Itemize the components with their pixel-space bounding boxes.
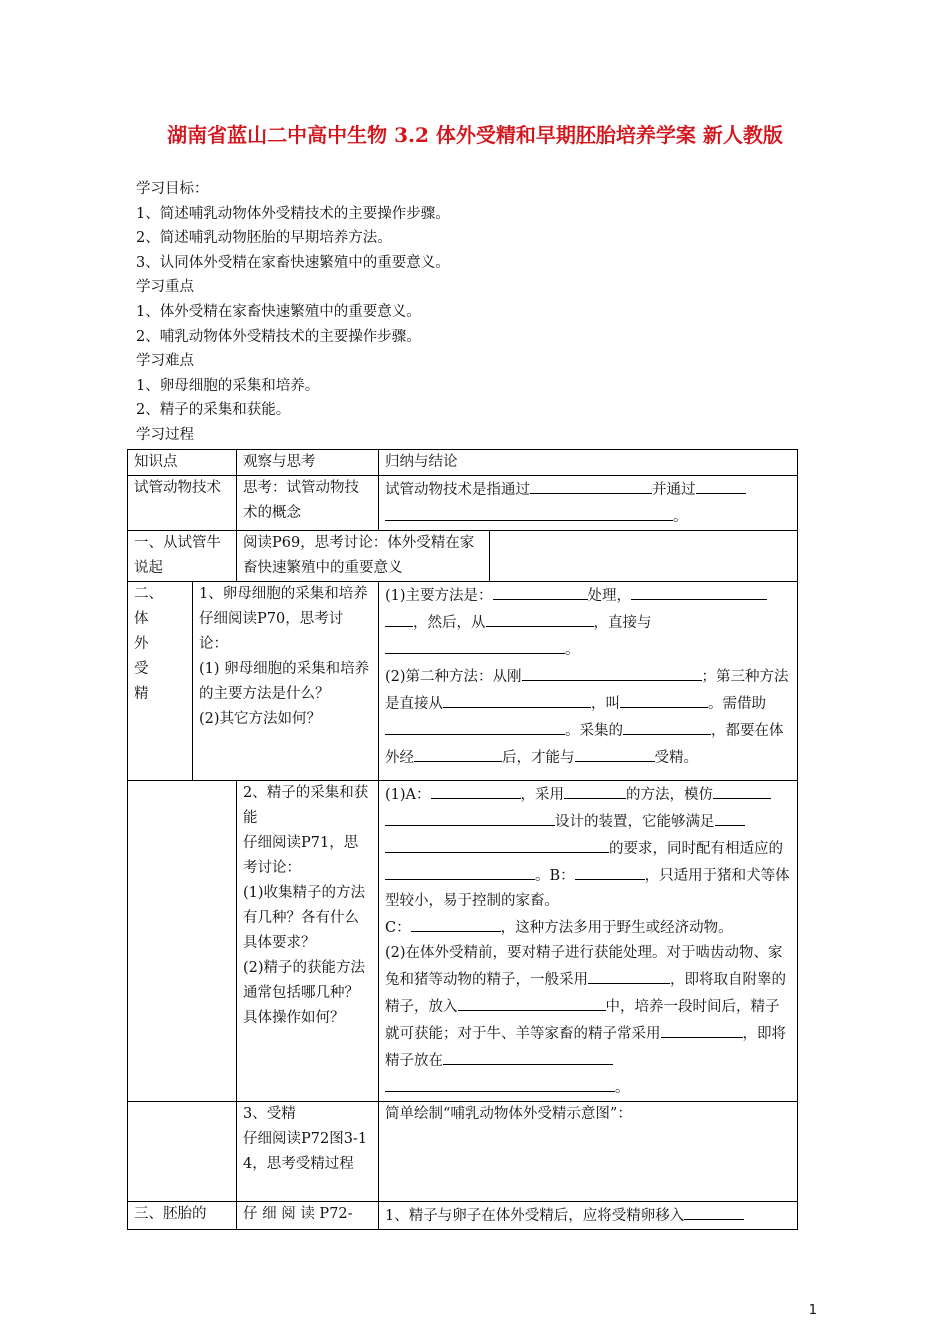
intro-line: 1、简述哺乳动物体外受精技术的主要操作步骤。 [136, 205, 450, 222]
intro-line: 2、简述哺乳动物胚胎的早期培养方法。 [136, 230, 392, 247]
sub3-conclusion: 简单绘制“哺乳动物体外受精示意图”： [379, 1102, 798, 1202]
intro-line: 1、卵母细胞的采集和培养。 [136, 377, 320, 394]
table-row [128, 1102, 798, 1202]
section2-label: 二、 体 外 受 精 [128, 582, 193, 781]
row2-think: 阅读P69，思考讨论：体外受精在家畜快速繁殖中的重要意义 [237, 531, 490, 581]
sub1-conclusion: (1)主要方法是： 处理，，然后，从 ，直接与。 (2)第二种方法：从刚 ；第三种方法是直接从 ，叫 。需借助。采集的 ，都要在体外经 后，才能与 受精。 [379, 582, 798, 781]
table-row [128, 781, 798, 1102]
row-last-point: 三、胚胎的 [128, 1202, 237, 1230]
header-conclusion: 归纳与结论 [379, 450, 798, 476]
page-title: 湖南省蓝山二中高中生物 3.2 体外受精和早期胚胎培养学案 新人教版 [167, 123, 783, 147]
table-row [128, 582, 798, 781]
page-number: 1 [808, 1303, 817, 1318]
row1-point: 试管动物技术 [128, 476, 237, 531]
sub3-think: 3、受精 仔细阅读P72图3-14，思考受精过程 [237, 1102, 379, 1202]
sub1-think: 1、卵母细胞的采集和培养 仔细阅读P70，思考讨论： (1) 卵母细胞的采集和培养的主要方法是什么？ (2)其它方法如何？ [193, 582, 379, 781]
sub2-conclusion: (1)A： ，采用 的方法，模仿设计的装置，它能够满足的要求，同时配有相适应的。B： ，只适用于猪和犬等体型较小，易于控制的家畜。 C： ，这种方法多用于野生或经济动物。 (2)在体外受精前，要对精子进行获能处理。对于啮齿动物、家兔和猪等动物的精子，一般采用 ，即将取自附睾的精子，放入 中，培养一段时间后，精子就可获能；对于牛、羊等家畜的精子常采用 ，即将精子放在。 [379, 781, 798, 1102]
intro-line: 学习过程 [136, 426, 194, 443]
header-point: 知识点 [128, 450, 237, 476]
intro-line: 2、精子的采集和获能。 [136, 402, 291, 419]
row2-point: 一、从试管牛说起 [128, 531, 237, 582]
intro-line: 1、体外受精在家畜快速繁殖中的重要意义。 [136, 303, 421, 320]
table-row [128, 1202, 798, 1230]
header-think: 观察与思考 [237, 450, 379, 476]
table-header-row [128, 450, 798, 476]
table-row [128, 531, 798, 582]
intro-line: 学习目标： [136, 181, 209, 197]
intro-line: 学习难点 [136, 353, 194, 370]
study-table [127, 449, 798, 1230]
row-last-conclusion: 1、精子与卵子在体外受精后，应将受精卵移入 [379, 1202, 798, 1230]
intro-line: 2、哺乳动物体外受精技术的主要操作步骤。 [136, 328, 421, 345]
table-row [128, 476, 798, 531]
intro-line: 学习重点 [136, 279, 194, 296]
row1-think: 思考：试管动物技术的概念 [237, 476, 379, 531]
sub2-think: 2、精子的采集和获能 仔细阅读P71，思考讨论： (1)收集精子的方法有几种？各有什么具体要求？ (2)精子的获能方法通常包括哪几种？具体操作如何？ [237, 781, 379, 1102]
intro-line: 3、认同体外受精在家畜快速繁殖中的重要意义。 [136, 254, 450, 271]
row-last-think: 仔 细 阅 读 P72- [237, 1202, 379, 1230]
row1-conclusion: 试管动物技术是指通过 并通过 。 [379, 476, 798, 531]
intro-section [136, 177, 816, 448]
